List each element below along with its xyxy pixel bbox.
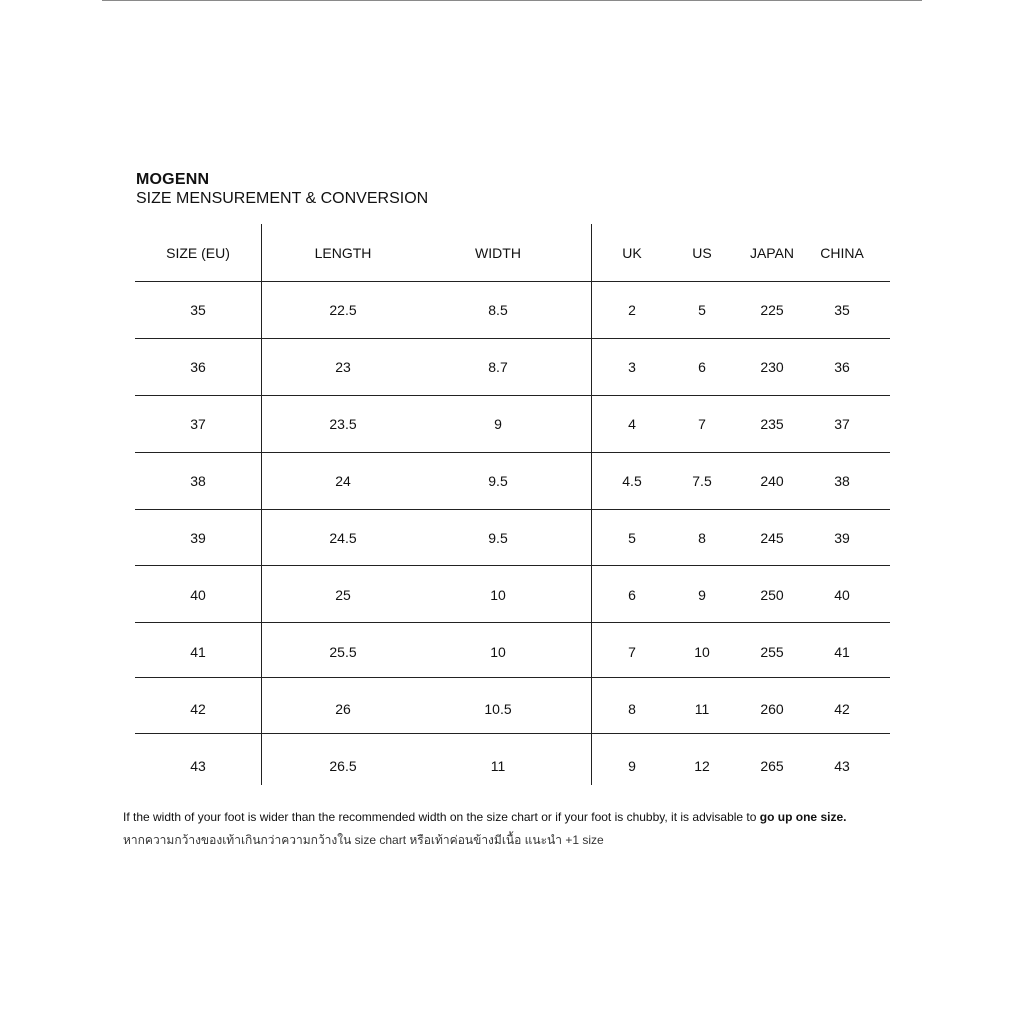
table-cell: 9 xyxy=(628,758,636,774)
row-divider xyxy=(135,733,890,734)
table-cell: 40 xyxy=(190,587,206,603)
table-cell: 4 xyxy=(628,416,636,432)
table-cell: 3 xyxy=(628,359,636,375)
table-cell: 230 xyxy=(760,359,784,375)
table-cell: 35 xyxy=(834,302,850,318)
table-cell: 225 xyxy=(760,302,784,318)
table-cell: 41 xyxy=(190,644,206,660)
table-cell: 5 xyxy=(698,302,706,318)
table-cell: 8.7 xyxy=(488,359,508,375)
row-divider xyxy=(135,677,890,678)
table-cell: 26.5 xyxy=(329,758,357,774)
table-cell: 235 xyxy=(760,416,784,432)
table-cell: 250 xyxy=(760,587,784,603)
table-cell: 24.5 xyxy=(329,530,357,546)
table-cell: 42 xyxy=(190,701,206,717)
table-cell: 39 xyxy=(190,530,206,546)
row-divider xyxy=(135,622,890,623)
table-cell: 7.5 xyxy=(692,473,712,489)
table-cell: 9.5 xyxy=(488,473,508,489)
column-divider xyxy=(261,224,262,785)
table-cell: 25 xyxy=(335,587,351,603)
table-cell: 9 xyxy=(494,416,502,432)
table-cell: 8.5 xyxy=(488,302,508,318)
table-cell: 10 xyxy=(694,644,710,660)
table-cell: 2 xyxy=(628,302,636,318)
table-cell: 26 xyxy=(335,701,351,717)
table-cell: 35 xyxy=(190,302,206,318)
footnote-english xyxy=(123,810,846,824)
table-cell: 11 xyxy=(490,758,506,774)
table-cell: 5 xyxy=(628,530,636,546)
table-cell: 240 xyxy=(760,473,784,489)
row-divider xyxy=(135,281,890,282)
table-cell: 245 xyxy=(760,530,784,546)
column-header: US xyxy=(692,245,712,261)
table-cell: 24 xyxy=(335,473,351,489)
table-cell: 43 xyxy=(190,758,206,774)
table-cell: 7 xyxy=(698,416,706,432)
table-cell: 6 xyxy=(628,587,636,603)
table-cell: 10 xyxy=(490,644,506,660)
table-cell: 11 xyxy=(694,701,710,717)
column-divider xyxy=(591,224,592,785)
row-divider xyxy=(135,338,890,339)
table-cell: 41 xyxy=(834,644,850,660)
table-cell: 37 xyxy=(834,416,850,432)
table-cell: 265 xyxy=(760,758,784,774)
footnote-thai: หากความกว้างของเท้าเกินกว่าความกว้างใน size chart หรือเท้าค่อนข้างมีเนื้อ แนะนำ +1 size xyxy=(123,833,604,847)
table-cell: 38 xyxy=(834,473,850,489)
table-cell: 8 xyxy=(698,530,706,546)
brand-title: MOGENN xyxy=(136,171,210,188)
table-cell: 4.5 xyxy=(622,473,642,489)
table-cell: 23 xyxy=(335,359,351,375)
table-cell: 36 xyxy=(190,359,206,375)
column-header: LENGTH xyxy=(314,245,372,261)
table-cell: 9 xyxy=(698,587,706,603)
column-header: SIZE (EU) xyxy=(166,245,230,261)
table-cell: 10 xyxy=(490,587,506,603)
table-cell: 7 xyxy=(628,644,636,660)
footnote-emphasis: go up one size. xyxy=(759,810,847,824)
table-cell: 42 xyxy=(834,701,850,717)
table-cell: 38 xyxy=(190,473,206,489)
table-cell: 43 xyxy=(834,758,850,774)
top-divider xyxy=(102,0,922,1)
table-cell: 260 xyxy=(760,701,784,717)
table-cell: 9.5 xyxy=(488,530,508,546)
table-cell: 6 xyxy=(698,359,706,375)
chart-subtitle: SIZE MENSUREMENT & CONVERSION xyxy=(136,190,429,207)
table-cell: 255 xyxy=(760,644,784,660)
table-cell: 40 xyxy=(834,587,850,603)
column-header: UK xyxy=(622,245,642,261)
table-cell: 10.5 xyxy=(484,701,512,717)
table-cell: 12 xyxy=(694,758,710,774)
row-divider xyxy=(135,509,890,510)
column-header: CHINA xyxy=(820,245,864,261)
table-cell: 36 xyxy=(834,359,850,375)
column-header: JAPAN xyxy=(749,245,795,261)
row-divider xyxy=(135,452,890,453)
table-cell: 8 xyxy=(628,701,636,717)
column-header: WIDTH xyxy=(475,245,521,261)
table-cell: 39 xyxy=(834,530,850,546)
size-table xyxy=(135,224,890,785)
table-cell: 37 xyxy=(190,416,206,432)
table-cell: 25.5 xyxy=(329,644,357,660)
table-cell: 22.5 xyxy=(329,302,357,318)
row-divider xyxy=(135,565,890,566)
table-cell: 23.5 xyxy=(329,416,357,432)
footnote-text: If the width of your foot is wider than the recommended width on the size chart or if your foot is chubby, it is advisable to xyxy=(123,810,760,824)
row-divider xyxy=(135,395,890,396)
